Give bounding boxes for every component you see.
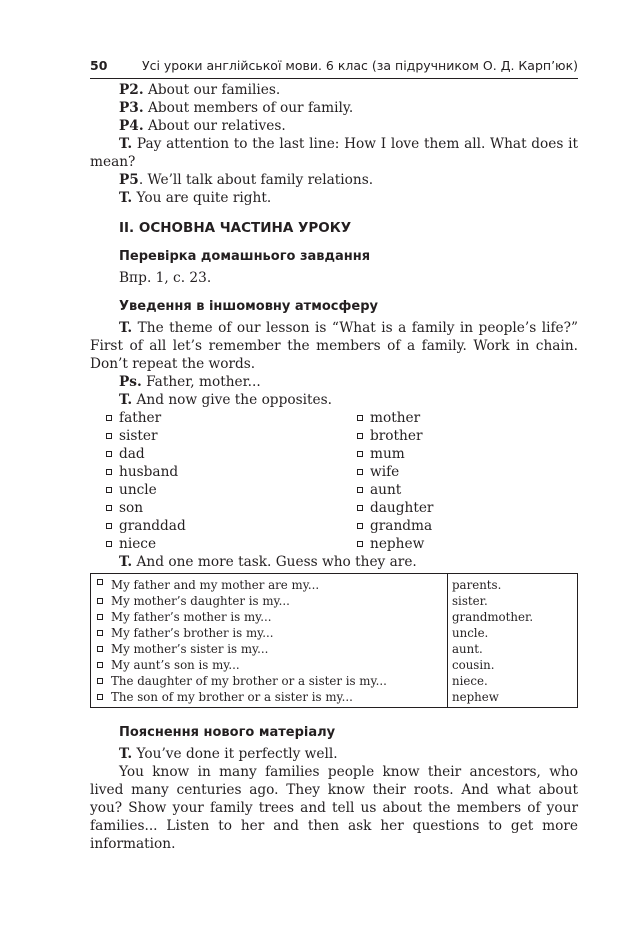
- table-row: The daughter of my brother or a sister is my... niece.: [91, 673, 578, 689]
- list-item: sister: [90, 427, 341, 445]
- list-item: grandma: [341, 517, 578, 535]
- list-item: mother: [341, 409, 578, 427]
- line-text: About our families.: [143, 82, 281, 98]
- atmosphere-heading: Уведення в іншомовну атмосферу: [119, 299, 378, 314]
- list-item: dad: [90, 445, 341, 463]
- square-bullet-icon: [106, 433, 112, 439]
- speaker-label: P2.: [119, 82, 144, 98]
- square-bullet-icon: [97, 579, 103, 585]
- square-bullet-icon: [357, 433, 363, 439]
- guess-table: [90, 573, 578, 708]
- line-text: You’ve done it perfectly well.: [132, 746, 338, 762]
- square-bullet-icon: [97, 630, 103, 636]
- square-bullet-icon: [106, 469, 112, 475]
- square-bullet-icon: [357, 487, 363, 493]
- list-item: mum: [341, 445, 578, 463]
- speaker-label: P5: [119, 172, 139, 188]
- square-bullet-icon: [357, 541, 363, 547]
- dialogue-line: [90, 81, 578, 99]
- line-text: You are quite right.: [132, 190, 272, 206]
- dialogue-line: [90, 553, 578, 571]
- table-row: My mother’s daughter is my... sister.: [91, 593, 578, 609]
- list-item: uncle: [90, 481, 341, 499]
- dialogue-line: [90, 391, 578, 409]
- list-item: son: [90, 499, 341, 517]
- dialogue-line: [90, 117, 578, 135]
- list-item: granddad: [90, 517, 341, 535]
- table-row: The son of my brother or a sister is my... nephew: [91, 689, 578, 708]
- list-item: nephew: [341, 535, 578, 553]
- square-bullet-icon: [357, 469, 363, 475]
- list-item: brother: [341, 427, 578, 445]
- list-item: niece: [90, 535, 341, 553]
- page-number: 50: [90, 58, 108, 73]
- homework-heading: Перевірка домашнього завдання: [119, 249, 371, 264]
- list-item: father: [90, 409, 341, 427]
- list-item: husband: [90, 463, 341, 481]
- list-item: wife: [341, 463, 578, 481]
- speaker-label: P4.: [119, 118, 144, 134]
- dialogue-line: [90, 373, 578, 391]
- speaker-label: P3.: [119, 100, 144, 116]
- running-header: [90, 58, 578, 79]
- dialogue-line: [90, 171, 578, 189]
- speaker-label: T.: [119, 136, 133, 152]
- new-material-heading: Пояснення нового матеріалу: [119, 725, 336, 740]
- table-row: My aunt’s son is my... cousin.: [91, 657, 578, 673]
- square-bullet-icon: [106, 541, 112, 547]
- square-bullet-icon: [357, 505, 363, 511]
- speaker-label: T.: [119, 746, 133, 762]
- square-bullet-icon: [97, 662, 103, 668]
- table-row: My father and my mother are my... parents.: [91, 574, 578, 594]
- line-text: . We’ll talk about family relations.: [138, 172, 374, 188]
- running-title: Усі уроки англійської мови. 6 клас (за підручником О. Д. Карп’юк): [141, 58, 578, 73]
- speaker-label: Ps.: [119, 374, 142, 390]
- section-title: ІІ. ОСНОВНА ЧАСТИНА УРОКУ: [119, 220, 352, 236]
- list-item: aunt: [341, 481, 578, 499]
- square-bullet-icon: [357, 451, 363, 457]
- line-text: And now give the opposites.: [132, 392, 332, 408]
- square-bullet-icon: [97, 694, 103, 700]
- line-text: About our relatives.: [143, 118, 286, 134]
- square-bullet-icon: [97, 614, 103, 620]
- page: [90, 58, 578, 853]
- speaker-label: T.: [119, 554, 133, 570]
- list-item: daughter: [341, 499, 578, 517]
- line-text: The theme of our lesson is “What is a family in people’s life?” First of all let’s remember the members of a family. Work in chain. Don’t repeat the words.: [90, 320, 578, 372]
- square-bullet-icon: [106, 415, 112, 421]
- square-bullet-icon: [357, 523, 363, 529]
- table-row: My father’s brother is my... uncle.: [91, 625, 578, 641]
- square-bullet-icon: [97, 678, 103, 684]
- line-text: Father, mother...: [141, 374, 261, 390]
- square-bullet-icon: [106, 451, 112, 457]
- speaker-label: T.: [119, 190, 133, 206]
- dialogue-line: [90, 99, 578, 117]
- theme-paragraph: [90, 319, 578, 373]
- table-row: My mother’s sister is my... aunt.: [91, 641, 578, 657]
- square-bullet-icon: [106, 505, 112, 511]
- line-text: About members of our family.: [143, 100, 354, 116]
- square-bullet-icon: [106, 523, 112, 529]
- square-bullet-icon: [97, 598, 103, 604]
- homework-text: Впр. 1, с. 23.: [119, 270, 212, 286]
- dialogue-line: [90, 745, 578, 763]
- dialogue-line: [90, 189, 578, 207]
- line-text: And one more task. Guess who they are.: [132, 554, 417, 570]
- opposites-list: [90, 409, 578, 553]
- dialogue-line: [90, 135, 578, 171]
- speaker-label: T.: [119, 320, 133, 336]
- table-row: My father’s mother is my... grandmother.: [91, 609, 578, 625]
- body-paragraph: You know in many families people know their ancestors, who lived many centuries ago. They know their roots. And what about you? Show your family trees and tell us about the members of your families... Listen to her and then ask her questions to get more information.: [90, 764, 578, 852]
- square-bullet-icon: [106, 487, 112, 493]
- square-bullet-icon: [97, 646, 103, 652]
- speaker-label: T.: [119, 392, 133, 408]
- square-bullet-icon: [357, 415, 363, 421]
- line-text: Pay attention to the last line: How I love them all. What does it mean?: [90, 136, 578, 170]
